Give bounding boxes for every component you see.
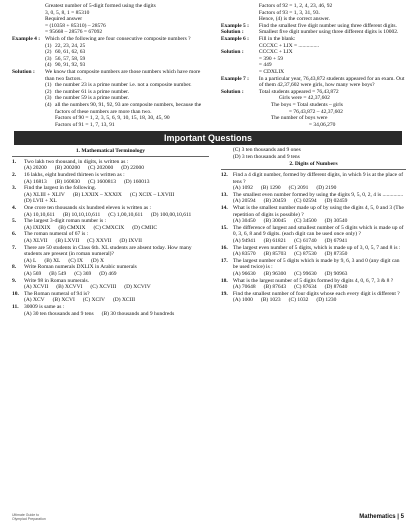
answer-options (221, 251, 406, 258)
answer-options (221, 218, 406, 225)
answer-option: (D) 160013 (123, 178, 150, 185)
question-item (221, 225, 406, 245)
solution-text: Smallest five digit number using three different digits is 10002. (258, 29, 399, 36)
answer-option: (B) 1023 (260, 297, 281, 304)
example-label: Example 6 : (220, 35, 250, 42)
example-6-steps (221, 56, 406, 76)
question-number: 6. (12, 231, 17, 238)
question-item (12, 159, 209, 172)
section-divider (221, 169, 406, 170)
question-text: The Roman numeral of 94 is? (24, 290, 90, 297)
answer-option: (C) 202000 (87, 165, 114, 172)
factor-line: Factors of 90 = 1, 2, 3, 5, 6, 9, 10, 15, 18, 30, 45, 90 (55, 115, 170, 122)
example-6 (221, 36, 406, 43)
solution-points (12, 82, 209, 128)
answer-option: (B) XCVVI (56, 284, 83, 291)
answer-option: (B) LXXIX – XXXIX (72, 191, 122, 198)
answer-option: (A) 1092 (232, 185, 253, 192)
option: (2) 60, 61, 62, 63 (45, 49, 86, 56)
text-line: 3, 0, 5, 8, 1 = 85310 (45, 9, 90, 16)
option: (4) 90, 91, 92, 93 (45, 62, 86, 69)
answer-option: (D) IXVII (119, 238, 142, 244)
answer-options (221, 297, 406, 304)
question-item (12, 185, 209, 205)
separator: | (397, 514, 399, 520)
answer-option: (D) 90963 (324, 270, 348, 277)
solution-point: (4) all the numbers 90, 91, 92, 93 are composite numbers, because the factors of these numbers are more than two. (45, 101, 202, 115)
answer-option: (D) XCVIV (124, 284, 151, 291)
question-text: What is the smallest number made up of by using the digits 4, 5, 0 and 3 (The repetition of digits is possible) ? (232, 205, 404, 218)
answer-option: (B) XL (44, 257, 61, 264)
section-title: 1. Mathematical Terminology (75, 148, 146, 155)
step-line: The boys = Total students – girls (270, 101, 343, 108)
answer-options (12, 284, 209, 291)
step-line: The number of boys were (270, 115, 328, 122)
example-label: Example 4 : (12, 35, 41, 42)
answer-option: (C) 61740 (294, 238, 317, 244)
example-4-options (12, 43, 209, 69)
answer-option: (A) 83570 (232, 251, 256, 258)
question-text: Find the largest in the following. (24, 185, 97, 192)
answer-option: (C) XCIX – LXVIII (129, 191, 175, 198)
answer-option: (A) 16813 (24, 178, 47, 185)
ex3-continued (12, 3, 209, 36)
question-text: Two lakh two thousand, in digits, is written as : (24, 158, 129, 165)
step-line: = 390 + 59 (258, 55, 283, 62)
questions-right-column (215, 147, 406, 317)
question-text: Write Roman numerals DXLIX in Arabic numerals (24, 264, 137, 271)
answer-option: (A) 94941 (232, 238, 256, 244)
answer-option: (A) XLIII + XLIV (24, 191, 65, 198)
answer-option: (D) 02459 (324, 198, 348, 205)
page-info (359, 514, 404, 520)
factor-line: Factors of 93 = 1, 3, 31, 93. (258, 9, 320, 16)
answer-option: (C) XCVIII (90, 284, 117, 291)
option: (C) 3 ten thousands and 9 ones (232, 147, 301, 154)
step-line: Girls were = 42,37,602 (278, 95, 330, 102)
answer-option: (A) XLVII (24, 238, 48, 244)
answer-line: Hence, (4) is the correct answer. (258, 16, 330, 23)
answer-option: (B) 1290 (260, 185, 281, 192)
answer-option: (A) 10,10,611 (24, 211, 55, 218)
question-number: 16. (220, 244, 228, 251)
question-item (12, 231, 209, 244)
factor-line: Factors of 91 = 1, 7, 13, 91 (55, 121, 115, 128)
examples-left-column (12, 3, 215, 128)
question-text: The largest number of 5 digits which is made by 9, 6, 3 and 0 (any digit can be used twice) is : (232, 257, 400, 271)
option: (D) 3 ten thousands and 9 tens (232, 153, 300, 160)
text-line: = (10358 + 85310) – 28576 (45, 22, 106, 29)
answer-option: (C) 87530 (294, 251, 317, 258)
answer-option: (A) 70648 (232, 284, 256, 291)
example-question: Find the smallest five digit number using three different digits. (258, 22, 397, 29)
question-number: 8. (12, 264, 17, 271)
answer-option: (A) 20594 (232, 198, 256, 205)
answer-option: (C) CMXCIX (93, 224, 125, 231)
option: (1) 22, 23, 24, 25 (45, 42, 86, 49)
question-item (12, 264, 209, 277)
section-title: 2. Digits of Numbers (289, 161, 338, 168)
answer-option: (A) 569 (24, 270, 42, 277)
answer-option: (C) 1,00,10,611 (108, 211, 143, 218)
question-item (221, 192, 406, 205)
question-item (12, 172, 209, 185)
answer-option: (D) CMIIC (132, 224, 158, 231)
answer-option: (B) 87643 (263, 284, 287, 291)
question-number: 10. (12, 290, 19, 297)
question-text: What is the largest number of 5 digits formed by digits 4, 0, 6, 7, 3 & 8 ? (232, 277, 394, 284)
answer-option: (D) 67941 (324, 238, 348, 244)
question-number: 11. (12, 303, 19, 310)
page-footer (0, 511, 416, 523)
answer-option: (A) 30450 (232, 218, 256, 225)
question-number: 15. (220, 224, 228, 231)
answer-option: (B) CMXIX (58, 224, 86, 231)
question-item (221, 278, 406, 291)
question-text: There are 50 students in Class 6th. XL students are absent today. How many students are present (in roman numeral)? (24, 244, 192, 258)
answer-option: (C) XCIV (82, 297, 105, 304)
answer-option: (C) 99630 (294, 270, 317, 277)
question-item (12, 218, 209, 231)
examples-right-column (215, 3, 406, 128)
answer-option: (B) LXVII (55, 238, 80, 244)
answer-option: (B) 30045 (263, 218, 287, 225)
question-item (12, 304, 209, 317)
text-line: Required answer (45, 16, 83, 23)
question-number: 7. (12, 244, 17, 251)
question-number: 5. (12, 218, 17, 225)
solution-point: (2) the number 61 is a prime number. (45, 88, 130, 95)
solution-point: (3) the number 59 is a prime number. (45, 95, 130, 102)
answer-option: (D) 22000 (121, 165, 144, 172)
answer-options (12, 311, 209, 318)
example-question: Which of the following are four consecutive composite numbers ? (45, 35, 191, 42)
answer-options (12, 238, 209, 245)
example-7-steps (221, 95, 406, 128)
question-section (0, 147, 416, 317)
answer-option: (D) 2190 (316, 185, 337, 192)
answer-options (12, 212, 209, 219)
text-line: = 95668 – 28576 = 67092 (45, 29, 103, 36)
question-text: The smallest even number formed by using the digits 9, 5, 0, 2, 4 is ............... (232, 191, 404, 198)
question-item (221, 172, 406, 192)
answer-option: (B) XCVI (52, 297, 75, 304)
question-number: 1. (12, 158, 17, 165)
question-text: 16 lakhs, eight hundred thirteen is written as : (24, 172, 125, 179)
question-number: 14. (220, 205, 228, 212)
question-text: 30009 is same as : (24, 303, 65, 310)
question-item (221, 205, 406, 225)
step-line: = 76,43,872 – 42,37,602 (288, 108, 343, 115)
answer-option: (C) 2091 (288, 185, 309, 192)
solution-label: Solution : (220, 88, 244, 95)
answer-option: (A) 30 ten thousands and 9 tens (24, 310, 94, 317)
solution-point: (1) the number 23 is a prime number i.e. not a composite number. (45, 82, 192, 89)
answer-options (221, 284, 406, 291)
answer-option: (C) IX (68, 257, 83, 264)
answer-options (12, 258, 209, 265)
questions-left-column (12, 147, 215, 317)
question-list-right (221, 172, 406, 304)
question-item (221, 258, 406, 278)
solution-text: Total students appeared = 76,43,872 (258, 88, 339, 95)
question-list-left (12, 159, 209, 317)
answer-option: (A) 20200 (24, 165, 47, 172)
solution-text: CCCXC + LIX (258, 49, 293, 56)
question-item (221, 245, 406, 258)
question-number: 2. (12, 172, 17, 179)
answer-options (12, 192, 209, 205)
answer-option: (B) 85703 (263, 251, 287, 258)
answer-option: (D) LVII + XL (24, 198, 57, 205)
answer-options (12, 297, 209, 304)
ex4-factors (221, 3, 406, 23)
answer-option: (A) L (24, 257, 37, 264)
question-number: 19. (220, 290, 228, 297)
answer-option: (A) IXIXIX (24, 224, 51, 231)
q11-remaining-options (221, 147, 406, 160)
answer-option: (D) 100,00,10,611 (150, 211, 192, 218)
example-4 (12, 36, 209, 43)
answer-option: (D) XCIII (112, 297, 136, 304)
example-7 (221, 76, 406, 89)
answer-option: (C) XXVII (87, 238, 112, 244)
answer-option: (B) 549 (49, 270, 67, 277)
fill-blank: CCCXC + LIX = ............... (258, 42, 320, 49)
example-question: In a particular year, 76,43,872 students appeared for an exam. Out of them 42,37,602 were girls, how many were boys? (258, 75, 405, 89)
example-5-solution (221, 29, 406, 36)
question-text: Write 98 in Roman numerals. (24, 277, 90, 284)
question-text: One crore ten thousands six hundred eleven is written as : (24, 205, 152, 212)
answer-option: (A) 96630 (232, 270, 256, 277)
answer-option: (D) 1230 (316, 297, 337, 304)
question-text: Find the smallest number of four digits whose each every digit is different ? (232, 290, 400, 297)
example-6-solution (221, 49, 406, 56)
question-text: Find a 4 digit number, formed by different digits, in which 9 is at the place of tens ? (232, 172, 404, 185)
section-divider (12, 156, 209, 157)
answer-option: (D) 87350 (324, 251, 348, 258)
answer-option: (D) X (90, 257, 104, 264)
question-item (12, 205, 209, 218)
answer-options (12, 165, 209, 172)
answer-options (221, 185, 406, 192)
question-text: The largest 3-digit roman number is : (24, 218, 107, 225)
answer-option: (A) XCVII (24, 284, 49, 291)
page-number: 5 (400, 514, 404, 520)
answer-option: (C) 02594 (294, 198, 317, 205)
question-text: The difference of largest and smallest number of 5 digits which is made up of 0, 3, 6, 8 and 9 digits. (each digit can be used once only) ? (232, 224, 404, 238)
subject-name: Mathematics (359, 514, 396, 520)
question-number: 17. (220, 257, 228, 264)
question-item (12, 245, 209, 265)
answer-option: (B) 96300 (263, 270, 287, 277)
step-line: = 449 (258, 62, 272, 69)
publisher-logo: Ultimate Guide to Olympiad Preparation (12, 513, 46, 521)
question-text: The largest even number of 5 digits, which is made up of 3, 0, 5, 7 and 8 is : (232, 244, 401, 251)
solution-label: Solution : (220, 49, 244, 56)
answer-options (221, 271, 406, 278)
answer-option: (C) 1600813 (87, 178, 116, 185)
solution-label: Solution : (220, 29, 244, 36)
solved-examples (0, 0, 416, 128)
question-number: 9. (12, 277, 17, 284)
solution-label: Solution : (12, 68, 35, 75)
answer-option: (D) 30540 (324, 218, 348, 225)
example-label: Example 7 : (220, 75, 250, 82)
question-number: 12. (220, 172, 228, 179)
answer-option: (B) 20459 (263, 198, 287, 205)
answer-option: (B) 200200 (54, 165, 80, 172)
example-question: Fill in the blank: (258, 35, 296, 42)
question-number: 4. (12, 205, 17, 212)
example-7-solution (221, 89, 406, 96)
answer-option: (C) 87634 (294, 284, 317, 291)
answer-option: (B) 160830 (54, 178, 80, 185)
step-line: = 34,06,270 (308, 121, 336, 128)
question-item (12, 278, 209, 291)
option: (3) 56, 57, 58, 59 (45, 55, 86, 62)
answer-option: (B) 10,10,10,611 (62, 211, 101, 218)
example-4-solution (12, 69, 209, 82)
answer-options (221, 238, 406, 245)
question-item (221, 291, 406, 304)
question-number: 3. (12, 185, 17, 192)
answer-options (12, 271, 209, 278)
answer-option: (C) 1032 (288, 297, 309, 304)
answer-option: (A) XCV (24, 297, 45, 304)
answer-option: (D) 87640 (324, 284, 348, 291)
question-number: 18. (220, 277, 228, 284)
solution-text: We know that composite numbers are those numbers which have more than two factors. (45, 68, 201, 82)
answer-option: (D) 469 (99, 270, 117, 277)
step-line: = CDXLIX (258, 68, 285, 75)
question-text: The roman numeral of 67 is : (24, 231, 89, 238)
answer-option: (B) 30 thousands and 9 hundreds (101, 310, 175, 317)
question-number: 13. (220, 191, 228, 198)
factor-line: Factors of 92 = 1, 2, 4, 23, 46, 92 (258, 3, 333, 9)
answer-option: (B) 61821 (263, 238, 287, 244)
answer-option: (A) 1000 (232, 297, 253, 304)
text-line: Greatest number of 5-digit formed using the digits (45, 3, 156, 9)
question-item (12, 291, 209, 304)
important-questions-banner: Important Questions (14, 131, 402, 145)
example-label: Example 5 : (220, 22, 250, 29)
answer-option: (C) 34500 (294, 218, 317, 225)
answer-option: (C) 369 (74, 270, 92, 277)
